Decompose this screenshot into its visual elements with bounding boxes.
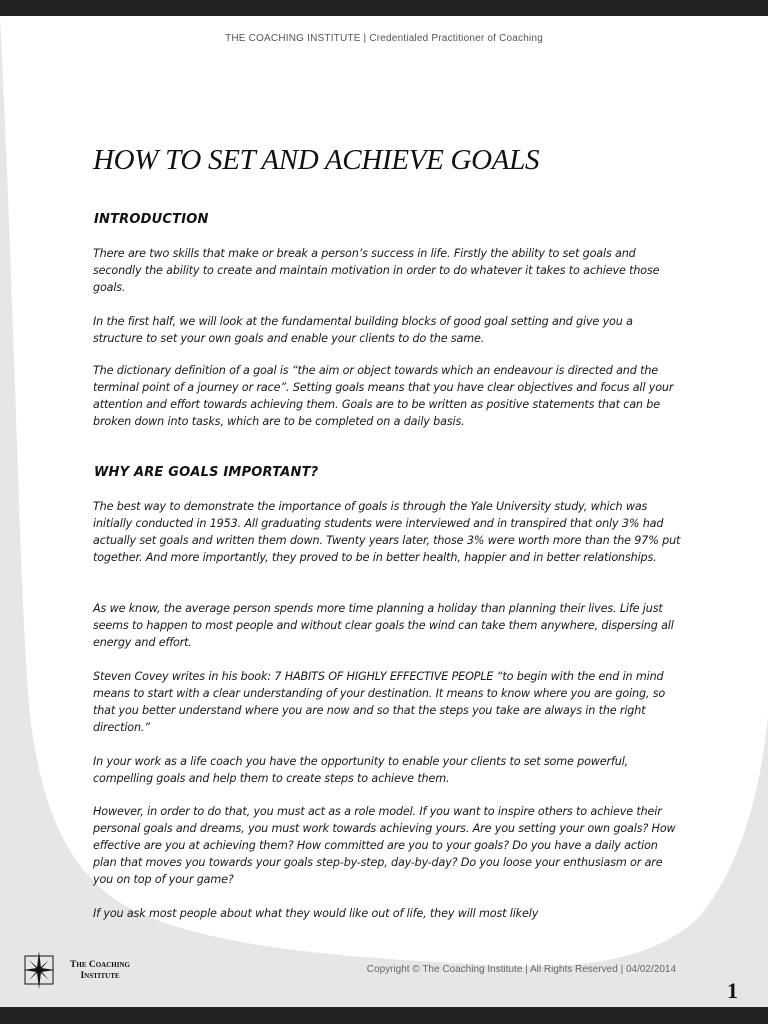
- heading-introduction: INTRODUCTION: [94, 212, 209, 227]
- top-bar: [0, 0, 768, 16]
- paragraph: In your work as a life coach you have the opportunity to enable your clients to set some powerful, compelling goals and help them to create steps to achieve them.: [93, 755, 629, 785]
- paragraph: The best way to demonstrate the importance of goals is through the Yale University study, which was initially conducted in 1953. All graduating students were interviewed and in transpired that only 3% had actually set goals and written them down. Twenty years later, those 3% were worth more than the 97% put together. And more importantly, they proved to be in better health, happier and in better relationships.: [93, 500, 681, 564]
- copyright-notice: Copyright © The Coaching Institute | All Rights Reserved | 04/02/2014: [366, 964, 676, 975]
- paragraph: Steven Covey writes in his book: 7 HABITS OF HIGHLY EFFECTIVE PEOPLE “to begin with the end in mind means to start with a clear understanding of your destination. It means to know where you are going, so that you better understand where you are now and so that the steps you take are always in the right direction.”: [93, 670, 666, 734]
- coaching-institute-logo: [22, 950, 142, 992]
- document-title: HOW TO SET AND ACHIEVE GOALS: [93, 144, 540, 176]
- paragraph: As we know, the average person spends more time planning a holiday than planning their lives. Life just seems to happen to most people and without clear goals the wind can take them anywhere, dispersing all energy and effort.: [93, 602, 674, 649]
- paragraph: There are two skills that make or break a person’s success in life. Firstly the ability to set goals and secondly the ability to create and maintain motivation in order to do whatever it takes to achieve those goals.: [93, 247, 660, 294]
- bottom-bar: [0, 1007, 768, 1024]
- paragraph: If you ask most people about what they would like out of life, they will most likely: [93, 907, 539, 920]
- paragraph: In the first half, we will look at the fundamental building blocks of good goal setting and give you a structure to set your own goals and enable your clients to do the same.: [93, 315, 633, 345]
- running-header: THE COACHING INSTITUTE | Credentialed Practitioner of Coaching: [225, 33, 543, 44]
- star-compass-icon: [22, 950, 56, 990]
- paragraph: The dictionary definition of a goal is “the aim or object towards which an endeavour is directed and the terminal point of a journey or race”. Setting goals means that you have clear objectives and focus all your attention and effort towards achieving them. Goals are to be written as positive statements that can be broken down into tasks, which are to be completed on a daily basis.: [93, 364, 674, 428]
- paragraph: However, in order to do that, you must act as a role model. If you want to inspire others to achieve their personal goals and dreams, you must work towards achieving yours. Are you setting your own goals? How effective are you at achieving them? How committed are you to your goals? Do you have a daily action plan that moves you towards your goals step-by-step, day-by-day? Do you loose your enthusiasm or are you on top of your game?: [93, 805, 676, 886]
- heading-why-goals-important: WHY ARE GOALS IMPORTANT?: [94, 465, 319, 480]
- logo-line-2: Institute: [80, 971, 120, 981]
- logo-wordmark: [60, 960, 140, 982]
- logo-line-1: The Coaching: [70, 960, 130, 970]
- page-number: 1: [727, 978, 738, 1003]
